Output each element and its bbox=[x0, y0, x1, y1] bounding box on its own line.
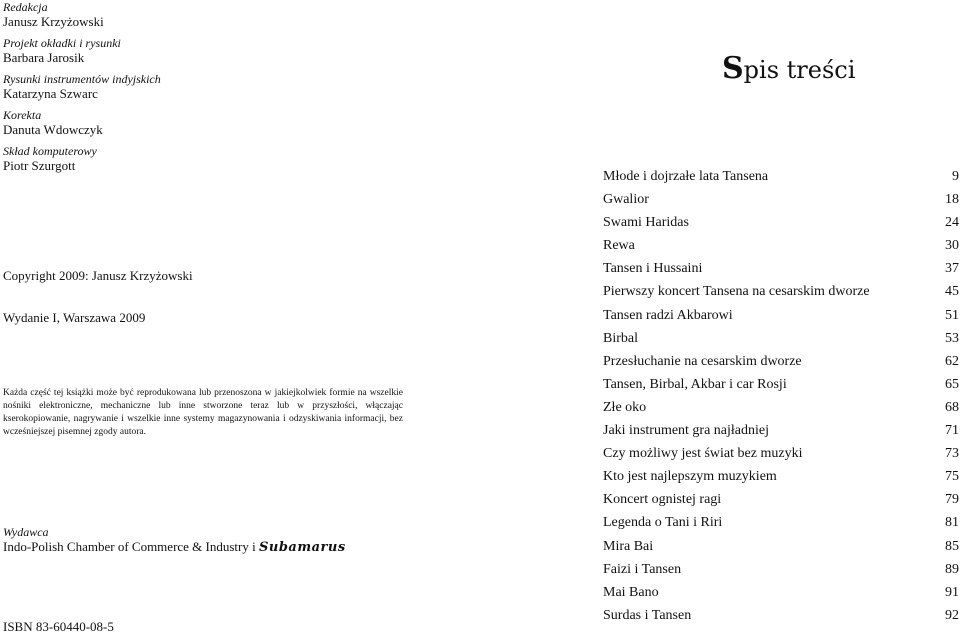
toc-entry bbox=[603, 604, 960, 627]
toc-entry-page: 45 bbox=[945, 284, 959, 300]
toc-entry-title: Gwalior bbox=[603, 192, 649, 208]
toc-entry-title: Rewa bbox=[603, 238, 635, 254]
toc-entry-page: 53 bbox=[945, 330, 959, 346]
toc-entry bbox=[603, 581, 960, 604]
credit-name: Piotr Szurgott bbox=[3, 158, 76, 173]
toc-entry-title: Młode i dojrzałe lata Tansena bbox=[603, 169, 769, 184]
toc-entry-page: 85 bbox=[945, 538, 959, 554]
credit-role: Korekta bbox=[3, 108, 42, 122]
toc-entry bbox=[603, 257, 960, 280]
toc-entry-page: 92 bbox=[945, 607, 959, 623]
toc-entry-page: 79 bbox=[945, 492, 959, 508]
toc-entry-page: 71 bbox=[945, 423, 959, 439]
credit-name: Danuta Wdowczyk bbox=[3, 122, 103, 137]
credit-role: Redakcja bbox=[3, 0, 48, 14]
copyright-line: Copyright 2009: Janusz Krzyżowski bbox=[3, 268, 193, 283]
publisher-role: Wydawca bbox=[3, 525, 49, 539]
toc-entry-page: 89 bbox=[945, 561, 959, 577]
publisher-name: Indo-Polish Chamber of Commerce & Industry i bbox=[3, 539, 256, 554]
toc-entry-page: 68 bbox=[945, 399, 959, 415]
toc-entry-title: Mai Bano bbox=[603, 584, 659, 600]
toc-entry-page: 37 bbox=[945, 261, 959, 277]
publisher-brand-logo: Subamarus bbox=[259, 540, 346, 555]
toc-entry bbox=[603, 211, 960, 234]
credit-typesetting bbox=[3, 144, 403, 174]
toc-entry-title: Złe oko bbox=[603, 399, 647, 415]
toc-entry-title: Pierwszy koncert Tansena na cesarskim dworze bbox=[603, 284, 870, 300]
toc-entry-title: Czy możliwy jest świat bez muzyki bbox=[603, 446, 803, 462]
toc-entry bbox=[603, 442, 960, 465]
toc-entry-title: Surdas i Tansen bbox=[603, 607, 692, 623]
toc-entry bbox=[603, 304, 960, 327]
toc-entry-page: 81 bbox=[945, 515, 959, 531]
credit-name: Barbara Jarosik bbox=[3, 50, 85, 65]
toc-entry-title: Jaki instrument gra najładniej bbox=[603, 423, 770, 439]
toc-entry bbox=[603, 465, 960, 488]
rights-notice: Każda część tej książki może być reprodukowana lub przenoszona w jakiejkolwiek formie na wszelkie nośniki elektroniczne, mechaniczne lub inne stworzone teraz lub w przyszłości, włączając kserokopiowanie, nagrywanie i wszelkie inne systemy magazynowania i odzyskiwania informacji, bez wcześniejszej pisemnej zgody autora. bbox=[3, 388, 403, 437]
toc-entry-page: 65 bbox=[945, 376, 959, 392]
toc-entry bbox=[603, 419, 960, 442]
toc-entry bbox=[603, 350, 960, 373]
toc-entry bbox=[603, 373, 960, 396]
toc-entry-title: Mira Bai bbox=[603, 538, 654, 554]
edition-line: Wydanie I, Warszawa 2009 bbox=[3, 310, 146, 325]
toc-entry bbox=[603, 234, 960, 257]
isbn-line: ISBN 83-60440-08-5 bbox=[3, 619, 114, 634]
toc-entry bbox=[603, 396, 960, 419]
toc-entry bbox=[603, 327, 960, 350]
toc-title-rest: pis treści bbox=[743, 56, 856, 84]
toc-entry bbox=[603, 488, 960, 511]
toc-entry-title: Koncert ognistej ragi bbox=[603, 492, 722, 508]
credit-role: Skład komputerowy bbox=[3, 144, 97, 158]
credit-role: Rysunki instrumentów indyjskich bbox=[3, 72, 161, 86]
toc-entry bbox=[603, 558, 960, 581]
toc-entry-page: 73 bbox=[945, 446, 959, 462]
toc-entry-title: Przesłuchanie na cesarskim dworze bbox=[603, 353, 802, 369]
credit-instrument-drawings bbox=[3, 72, 403, 102]
credit-editor bbox=[3, 0, 403, 30]
credit-name: Katarzyna Szwarc bbox=[3, 86, 98, 101]
toc-entry-title: Faizi i Tansen bbox=[603, 561, 682, 577]
credit-name: Janusz Krzyżowski bbox=[3, 14, 104, 29]
toc-title-initial: S bbox=[722, 51, 744, 86]
toc-entry-page: 75 bbox=[945, 469, 959, 485]
toc-title bbox=[722, 51, 856, 86]
credit-cover-design bbox=[3, 36, 403, 66]
toc-entry-title: Tansen i Hussaini bbox=[603, 261, 703, 277]
credit-proofreading bbox=[3, 108, 403, 138]
toc-entry-page: 62 bbox=[945, 353, 959, 369]
toc-entry bbox=[603, 165, 960, 188]
credits-block bbox=[3, 0, 403, 180]
toc-entry-page: 30 bbox=[945, 238, 959, 254]
toc-entry bbox=[603, 511, 960, 534]
toc-entry-page: 91 bbox=[945, 584, 959, 600]
toc-entry-page: 24 bbox=[945, 215, 959, 231]
toc-entry-title: Legenda o Tani i Riri bbox=[603, 515, 723, 531]
toc-entry bbox=[603, 280, 960, 303]
toc-entry-page: 9 bbox=[952, 169, 959, 184]
toc-entry-title: Swami Haridas bbox=[603, 215, 689, 231]
toc-entry-page: 51 bbox=[945, 307, 959, 323]
toc-entry-page: 18 bbox=[945, 192, 959, 208]
toc-entry-title: Tansen radzi Akbarowi bbox=[603, 307, 733, 323]
toc-entry bbox=[603, 535, 960, 558]
toc-entry-title: Tansen, Birbal, Akbar i car Rosji bbox=[603, 376, 787, 392]
toc-entry-title: Birbal bbox=[603, 330, 638, 346]
toc-entry bbox=[603, 188, 960, 211]
credit-role: Projekt okładki i rysunki bbox=[3, 36, 121, 50]
toc-entry-title: Kto jest najlepszym muzykiem bbox=[603, 469, 777, 485]
publisher-line bbox=[3, 539, 346, 556]
table-of-contents bbox=[603, 165, 960, 627]
